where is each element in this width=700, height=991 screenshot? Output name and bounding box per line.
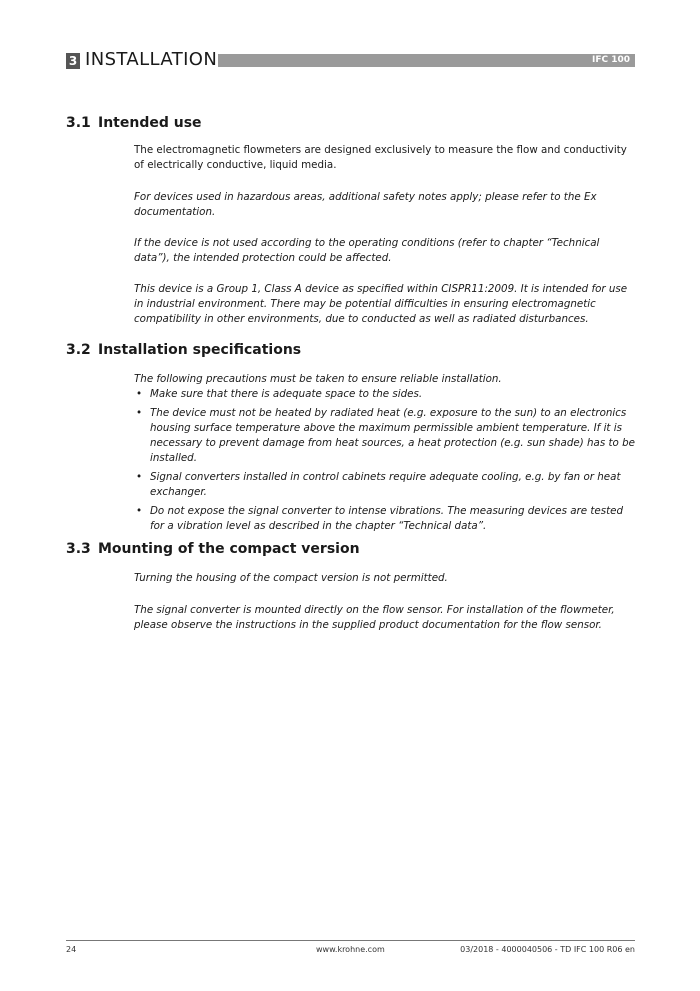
section-title: Installation specifications: [98, 342, 302, 358]
footer-website-link[interactable]: www.krohne.com: [316, 945, 385, 954]
page-header: [66, 51, 635, 71]
section-number: 3.2: [66, 342, 91, 358]
paragraph-protection-note: If the device is not used according to the operating conditions (refer to chapter “Technical data”), the intended protection could be affected.: [134, 237, 600, 264]
paragraph: The electromagnetic flowmeters are designed exclusively to measure the flow and conductivity of electrically conductive, liquid media.: [134, 144, 627, 171]
chapter-number-badge: 3: [66, 53, 80, 69]
section-heading-installation-specifications: [66, 341, 301, 359]
section-number: 3.1: [66, 115, 91, 131]
document-tag: IFC 100: [591, 55, 630, 65]
paragraph-mounting-note: The signal converter is mounted directly on the flow sensor. For installation of the flowmeter, please observe the instructions in the supplied product documentation for the flow sensor.: [134, 604, 615, 631]
list-item-text: Do not expose the signal converter to intense vibrations. The measuring devices are tested for a vibration level as described in the chapter “Technical data”.: [150, 505, 624, 532]
footer-divider: [66, 940, 635, 941]
list-item: [134, 406, 636, 466]
section-heading-mounting-compact: [66, 540, 360, 558]
section-heading-intended-use: [66, 114, 202, 132]
section-title: Intended use: [98, 115, 202, 131]
precautions-intro: The following precautions must be taken to ensure reliable installation.: [134, 373, 502, 385]
paragraph-emc-note: This device is a Group 1, Class A device as specified within CISPR11:2009. It is intended for use in industrial environment. There may be potential difficulties in ensuring electromagnetic compatibility in other environments, due to conducted as well as radiated disturbances.: [134, 283, 628, 325]
list-item-text: The device must not be heated by radiated heat (e.g. exposure to the sun) to an electronics housing surface temperature above the maximum permissible ambient temperature. If it is necessary to prevent damage from heat sources, a heat protection (e.g. sun shade) has to be installed.: [150, 407, 635, 464]
bullet-icon: •: [136, 471, 143, 483]
precautions-list: [134, 387, 636, 538]
list-item: [134, 504, 636, 534]
list-item: [134, 387, 636, 402]
list-item-text: Make sure that there is adequate space to the sides.: [150, 388, 423, 400]
page-number: 24: [66, 945, 77, 954]
bullet-icon: •: [136, 388, 143, 400]
header-bar: [218, 54, 635, 67]
paragraph-housing-note: Turning the housing of the compact version is not permitted.: [134, 572, 448, 584]
paragraph-ex-note: For devices used in hazardous areas, additional safety notes apply; please refer to the Ex documentation.: [134, 191, 597, 218]
list-item-text: Signal converters installed in control cabinets require adequate cooling, e.g. by fan or heat exchanger.: [150, 471, 621, 498]
list-item: [134, 470, 636, 500]
section-title: Mounting of the compact version: [98, 541, 360, 557]
bullet-icon: •: [136, 407, 143, 419]
bullet-icon: •: [136, 505, 143, 517]
footer-document-reference: 03/2018 - 4000040506 - TD IFC 100 R06 en: [460, 945, 635, 954]
chapter-title: INSTALLATION: [85, 49, 218, 70]
section-number: 3.3: [66, 541, 91, 557]
